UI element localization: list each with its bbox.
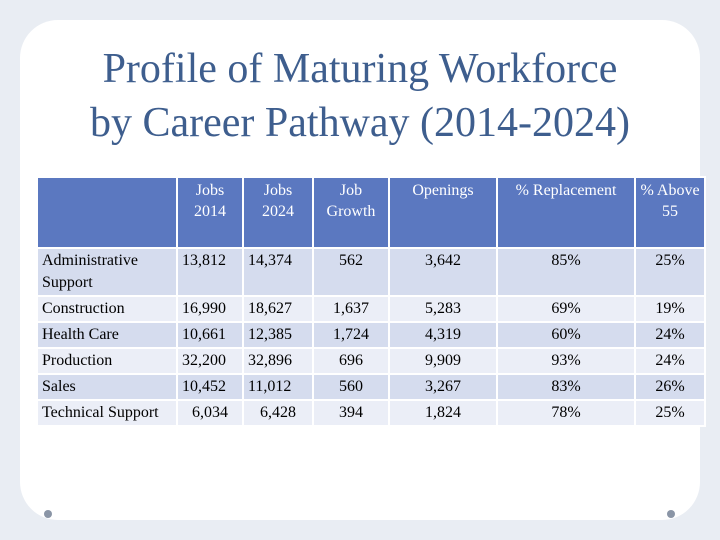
header-jobs-2014: Jobs 2014 xyxy=(177,177,243,248)
openings-cell: 5,283 xyxy=(389,296,497,322)
openings-cell: 3,642 xyxy=(389,248,497,296)
above-55-cell: 19% xyxy=(635,296,705,322)
openings-cell: 4,319 xyxy=(389,322,497,348)
header-openings: Openings xyxy=(389,177,497,248)
job-growth-cell: 696 xyxy=(313,348,389,374)
header-job-growth: Job Growth xyxy=(313,177,389,248)
openings-cell: 1,824 xyxy=(389,400,497,426)
table-row xyxy=(37,400,705,426)
table-row xyxy=(37,296,705,322)
jobs-2024-cell: 11,012 xyxy=(243,374,313,400)
header-above-55: % Above 55 xyxy=(635,177,705,248)
jobs-2014-cell: 16,990 xyxy=(177,296,243,322)
job-growth-cell: 1,637 xyxy=(313,296,389,322)
job-growth-cell: 1,724 xyxy=(313,322,389,348)
openings-cell: 3,267 xyxy=(389,374,497,400)
title-line-2: by Career Pathway (2014-2024) xyxy=(89,100,630,146)
jobs-2024-cell: 14,374 xyxy=(243,248,313,296)
jobs-2014-cell: 10,661 xyxy=(177,322,243,348)
slide-title xyxy=(30,42,690,150)
replacement-cell: 69% xyxy=(497,296,635,322)
row-label: Health Care xyxy=(37,322,177,348)
workforce-table xyxy=(36,176,706,427)
replacement-cell: 60% xyxy=(497,322,635,348)
jobs-2024-cell: 18,627 xyxy=(243,296,313,322)
corner-dot-left xyxy=(44,510,52,518)
jobs-2014-cell: 32,200 xyxy=(177,348,243,374)
job-growth-cell: 394 xyxy=(313,400,389,426)
table-header-row xyxy=(37,177,705,248)
above-55-cell: 24% xyxy=(635,348,705,374)
jobs-2024-cell: 12,385 xyxy=(243,322,313,348)
replacement-cell: 85% xyxy=(497,248,635,296)
table-row xyxy=(37,322,705,348)
header-cell-empty xyxy=(37,177,177,248)
replacement-cell: 78% xyxy=(497,400,635,426)
table-row xyxy=(37,348,705,374)
table-row xyxy=(37,248,705,296)
above-55-cell: 25% xyxy=(635,400,705,426)
row-label: Technical Support xyxy=(37,400,177,426)
row-label: Production xyxy=(37,348,177,374)
openings-cell: 9,909 xyxy=(389,348,497,374)
above-55-cell: 25% xyxy=(635,248,705,296)
row-label: Administrative Support xyxy=(37,248,177,296)
title-line-1: Profile of Maturing Workforce xyxy=(102,46,618,92)
row-label: Sales xyxy=(37,374,177,400)
header-replacement: % Replacement xyxy=(497,177,635,248)
header-jobs-2024: Jobs 2024 xyxy=(243,177,313,248)
replacement-cell: 83% xyxy=(497,374,635,400)
table-row xyxy=(37,374,705,400)
row-label: Construction xyxy=(37,296,177,322)
corner-dot-right xyxy=(667,510,675,518)
jobs-2014-cell: 10,452 xyxy=(177,374,243,400)
above-55-cell: 24% xyxy=(635,322,705,348)
job-growth-cell: 560 xyxy=(313,374,389,400)
replacement-cell: 93% xyxy=(497,348,635,374)
jobs-2024-cell: 32,896 xyxy=(243,348,313,374)
jobs-2024-cell: 6,428 xyxy=(243,400,313,426)
job-growth-cell: 562 xyxy=(313,248,389,296)
jobs-2014-cell: 13,812 xyxy=(177,248,243,296)
above-55-cell: 26% xyxy=(635,374,705,400)
jobs-2014-cell: 6,034 xyxy=(177,400,243,426)
